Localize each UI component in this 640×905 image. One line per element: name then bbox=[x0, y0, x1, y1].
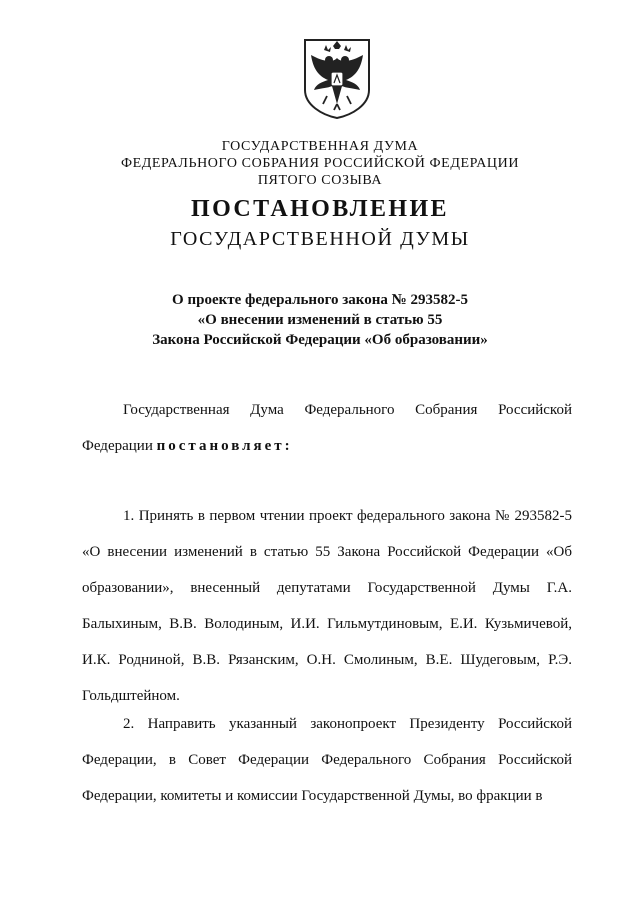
preamble-text: Государственная Дума Федерального Собрания Российской Федерации bbox=[82, 402, 572, 454]
subject-line-1: О проекте федерального закона № 293582-5 bbox=[172, 292, 468, 308]
document-type-title: ПОСТАНОВЛЕНИЕ bbox=[191, 196, 449, 222]
subject-line-3: Закона Российской Федерации «Об образовании» bbox=[152, 332, 488, 348]
item-2-text: 2. Направить указанный законопроект Президенту Российской Федерации, в Совет Федерации Федерального Собрания Российской Федерации, комитеты и комиссии Государственной Думы, во фракции в bbox=[82, 716, 572, 804]
subject-line-2: «О внесении изменений в статью 55 bbox=[197, 312, 443, 328]
document-issuer-title: ГОСУДАРСТВЕННОЙ ДУМЫ bbox=[170, 228, 470, 250]
resolution-item-2 bbox=[82, 706, 572, 814]
document-subject bbox=[0, 290, 640, 350]
decree-word: постановляет: bbox=[156, 438, 293, 454]
header-line-assembly: ФЕДЕРАЛЬНОГО СОБРАНИЯ РОССИЙСКОЙ ФЕДЕРАЦИИ bbox=[120, 156, 520, 171]
item-1-text: 1. Принять в первом чтении проект федерального закона № 293582-5 «О внесении изменений в статью 55 Закона Российской Федерации «Об образовании», внесенный депутатами Государственной Думы Г.А. Балыхиным, В.В. Володиным, И.И. Гильмутдиновым, Е.И. Кузьмичевой, И.К. Родниной, В.В. Рязанским, О.Н. Смолиным, В.Е. Шудеговым, Р.Э. Гольдштейном. bbox=[82, 508, 572, 704]
header-line-convocation: ПЯТОГО СОЗЫВА bbox=[257, 173, 383, 188]
header-line-duma: ГОСУДАРСТВЕННАЯ ДУМА bbox=[221, 139, 419, 154]
coat-of-arms-icon bbox=[302, 38, 372, 120]
resolution-item-1 bbox=[82, 498, 572, 714]
issuer-header bbox=[0, 138, 640, 189]
preamble-paragraph bbox=[82, 392, 572, 464]
